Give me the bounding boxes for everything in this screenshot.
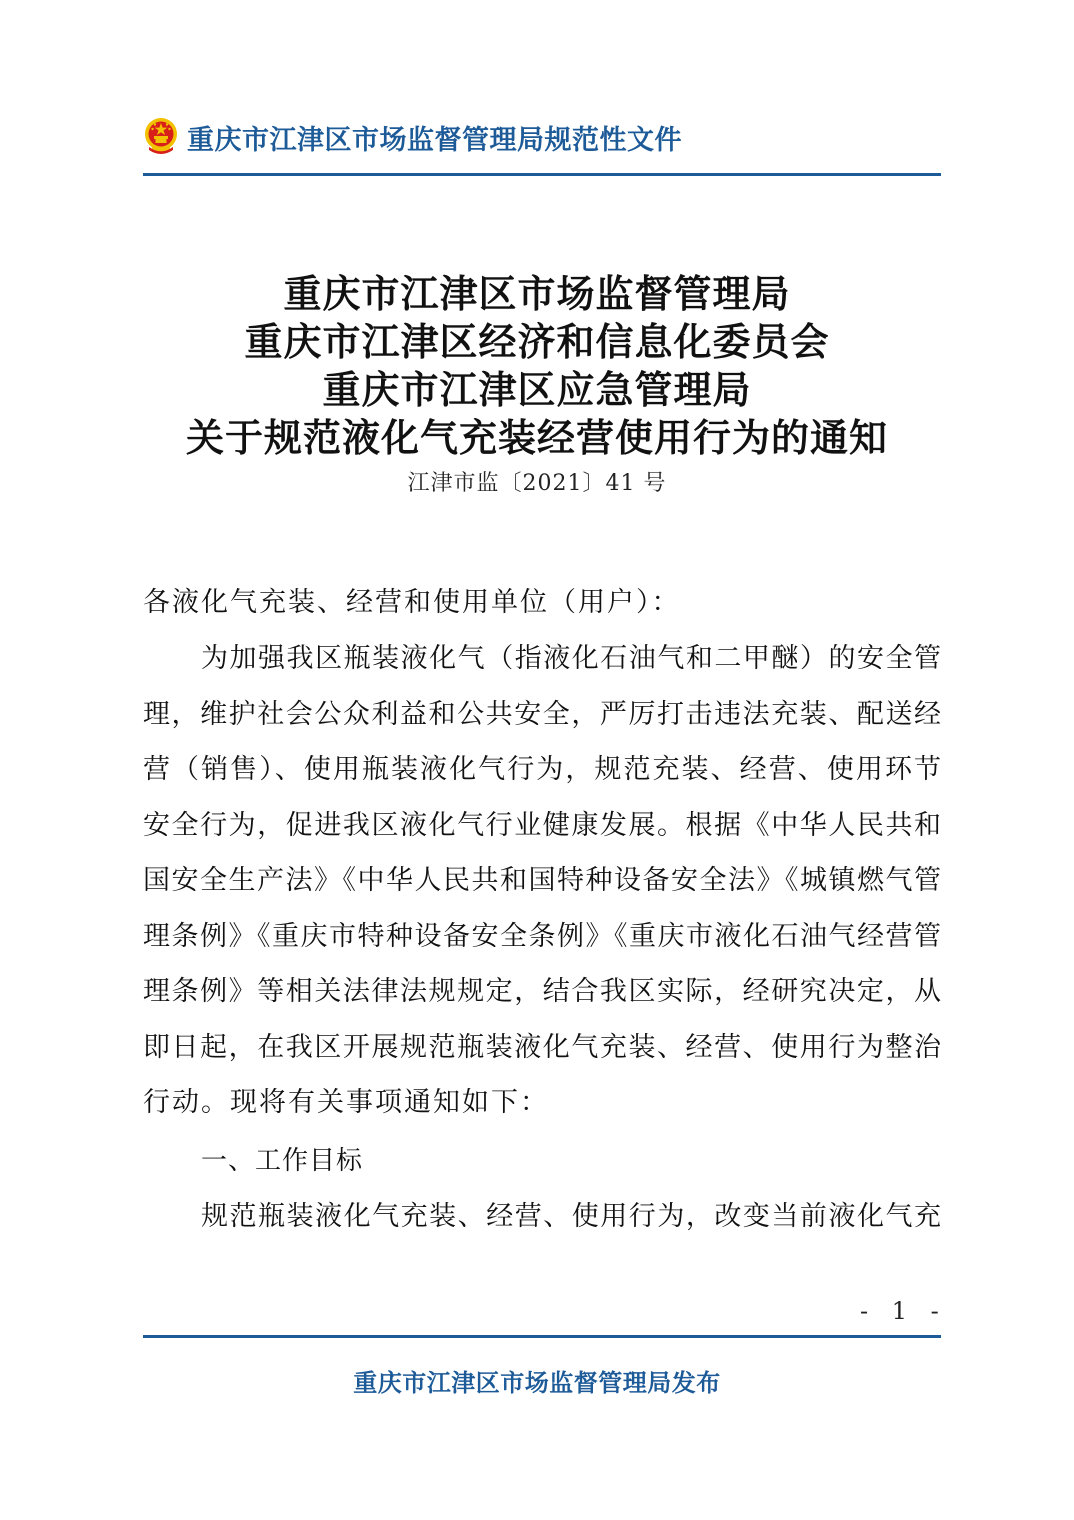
header-divider bbox=[143, 173, 941, 176]
paragraph-line: 国安全生产法》《中华人民共和国特种设备安全法》《城镇燃气管 bbox=[143, 865, 941, 896]
paragraph-line: 理条例》等相关法律法规规定，结合我区实际，经研究决定，从 bbox=[143, 976, 941, 1007]
title-line-1: 重庆市江津区市场监督管理局 bbox=[283, 271, 791, 316]
page-number: - 1 - bbox=[860, 1297, 947, 1325]
title-line-2: 重庆市江津区经济和信息化委员会 bbox=[244, 319, 830, 364]
paragraph-line: 营（销售）、使用瓶装液化气行为，规范充装、经营、使用环节 bbox=[143, 754, 941, 785]
national-emblem-icon bbox=[143, 115, 179, 159]
document-body bbox=[143, 575, 941, 1243]
paragraph-line: 为加强我区瓶装液化气（指液化石油气和二甲醚）的安全管 bbox=[201, 643, 941, 674]
paragraph-line: 规范瓶装液化气充装、经营、使用行为，改变当前液化气充 bbox=[201, 1200, 941, 1232]
header-title: 重庆市江津区市场监督管理局规范性文件 bbox=[187, 124, 682, 156]
paragraph-line: 行动。现将有关事项通知如下： bbox=[143, 1087, 549, 1118]
footer-publisher: 重庆市江津区市场监督管理局发布 bbox=[353, 1369, 721, 1397]
paragraph-line: 安全行为，促进我区液化气行业健康发展。根据《中华人民共和 bbox=[143, 809, 941, 841]
header bbox=[143, 112, 682, 162]
paragraph-line: 即日起，在我区开展规范瓶装液化气充装、经营、使用行为整治 bbox=[143, 1031, 941, 1063]
title-line-4: 关于规范液化气充装经营使用行为的通知 bbox=[185, 415, 888, 460]
footer-divider bbox=[143, 1335, 941, 1338]
salutation: 各液化气充装、经营和使用单位（用户）： bbox=[143, 587, 681, 618]
title-line-3: 重庆市江津区应急管理局 bbox=[322, 367, 752, 412]
paragraph-section-1 bbox=[143, 1191, 941, 1243]
paragraph-line: 理，维护社会公众利益和公共安全，严厉打击违法充装、配送经 bbox=[143, 698, 941, 730]
paragraph-intro bbox=[143, 631, 941, 1131]
document-title bbox=[0, 270, 1074, 504]
section-heading: 一、工作目标 bbox=[201, 1145, 364, 1176]
document-number: 江津市监〔2021〕41 号 bbox=[407, 471, 667, 496]
paragraph-line: 理条例》《重庆市特种设备安全条例》《重庆市液化石油气经营管 bbox=[143, 920, 941, 952]
